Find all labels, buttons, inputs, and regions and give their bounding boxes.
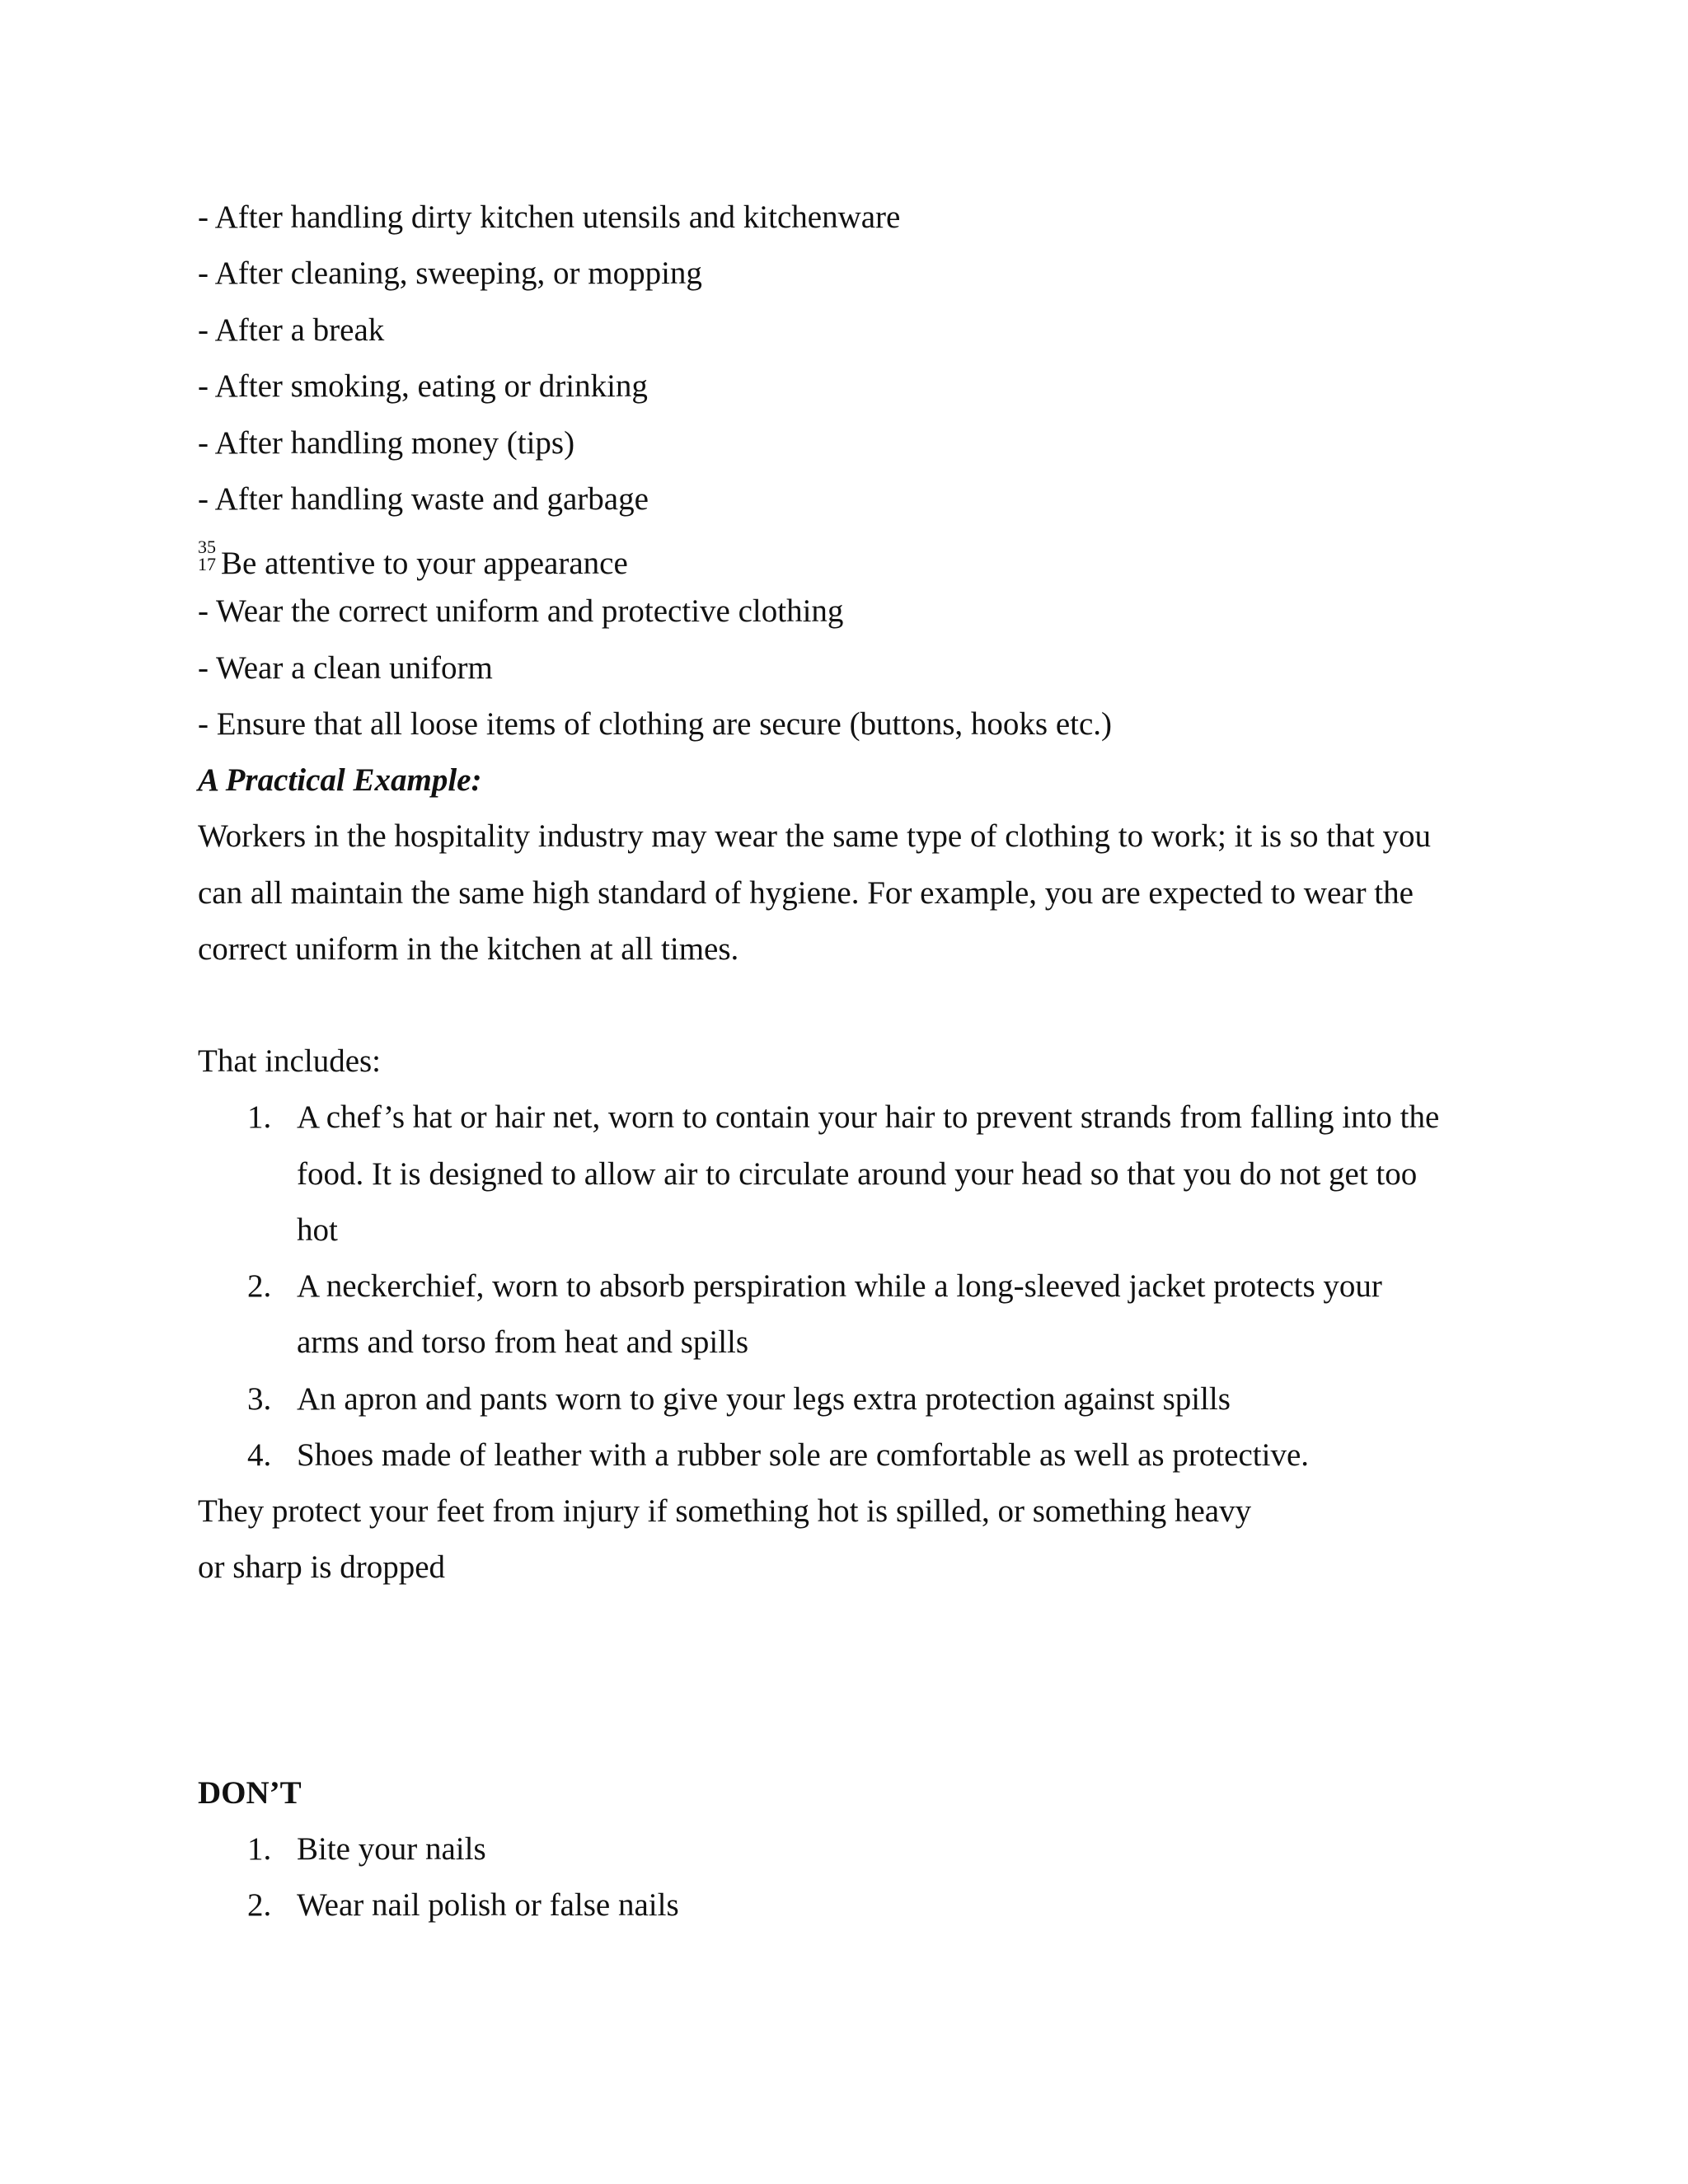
glyph-bottom: 17 [198,553,216,574]
dont-item: Bite your nails [297,1831,486,1867]
example-paragraph-line-2: can all maintain the same high standard of hygiene. For example, you are expected to wear the [198,875,1414,911]
list-number: 2. [247,1887,272,1923]
bullet-after-5: - After handling money (tips) [198,425,575,461]
dont-heading: DON’T [198,1775,302,1811]
tail-line-2: or sharp is dropped [198,1549,446,1585]
example-paragraph-line-1: Workers in the hospitality industry may wear the same type of clothing to work; it is so that you [198,818,1431,854]
list-item-line: Shoes made of leather with a rubber sole are comfortable as well as protective. [297,1437,1310,1473]
list-number: 4. [247,1437,272,1473]
list-number: 3. [247,1381,272,1417]
example-paragraph-line-3: correct uniform in the kitchen at all times. [198,931,739,967]
list-number: 1. [247,1099,272,1135]
bullet-after-2: - After cleaning, sweeping, or mopping [198,255,702,291]
list-item-line: A chef’s hat or hair net, worn to contain your hair to prevent strands from falling into the [297,1099,1440,1135]
bullet-after-6: - After handling waste and garbage [198,481,649,517]
bullet-after-3: - After a break [198,312,385,348]
list-item-line: hot [297,1212,338,1248]
appearance-bullet-1: - Wear the correct uniform and protective clothing [198,593,844,629]
glyph-top: 35 [198,537,216,557]
list-number: 2. [247,1268,272,1304]
dont-item: Wear nail polish or false nails [297,1887,679,1923]
stacked-number-glyph [198,539,216,574]
appearance-bullet-2: - Wear a clean uniform [198,650,493,686]
tail-line-1: They protect your feet from injury if something hot is spilled, or something heavy [198,1493,1252,1529]
bullet-after-1: - After handling dirty kitchen utensils and kitchenware [198,199,901,235]
appearance-heading: Be attentive to your appearance [221,545,628,581]
list-item-line: arms and torso from heat and spills [297,1324,749,1360]
list-number: 1. [247,1831,272,1867]
appearance-bullet-3: - Ensure that all loose items of clothing are secure (buttons, hooks etc.) [198,706,1113,742]
includes-label: That includes: [198,1043,382,1079]
list-item-line: A neckerchief, worn to absorb perspiration while a long-sleeved jacket protects your [297,1268,1382,1304]
appearance-heading-line [198,539,628,579]
example-heading: A Practical Example: [198,762,482,798]
list-item-line: food. It is designed to allow air to circulate around your head so that you do not get too [297,1156,1418,1192]
bullet-after-4: - After smoking, eating or drinking [198,368,648,404]
list-item-line: An apron and pants worn to give your legs extra protection against spills [297,1381,1231,1417]
